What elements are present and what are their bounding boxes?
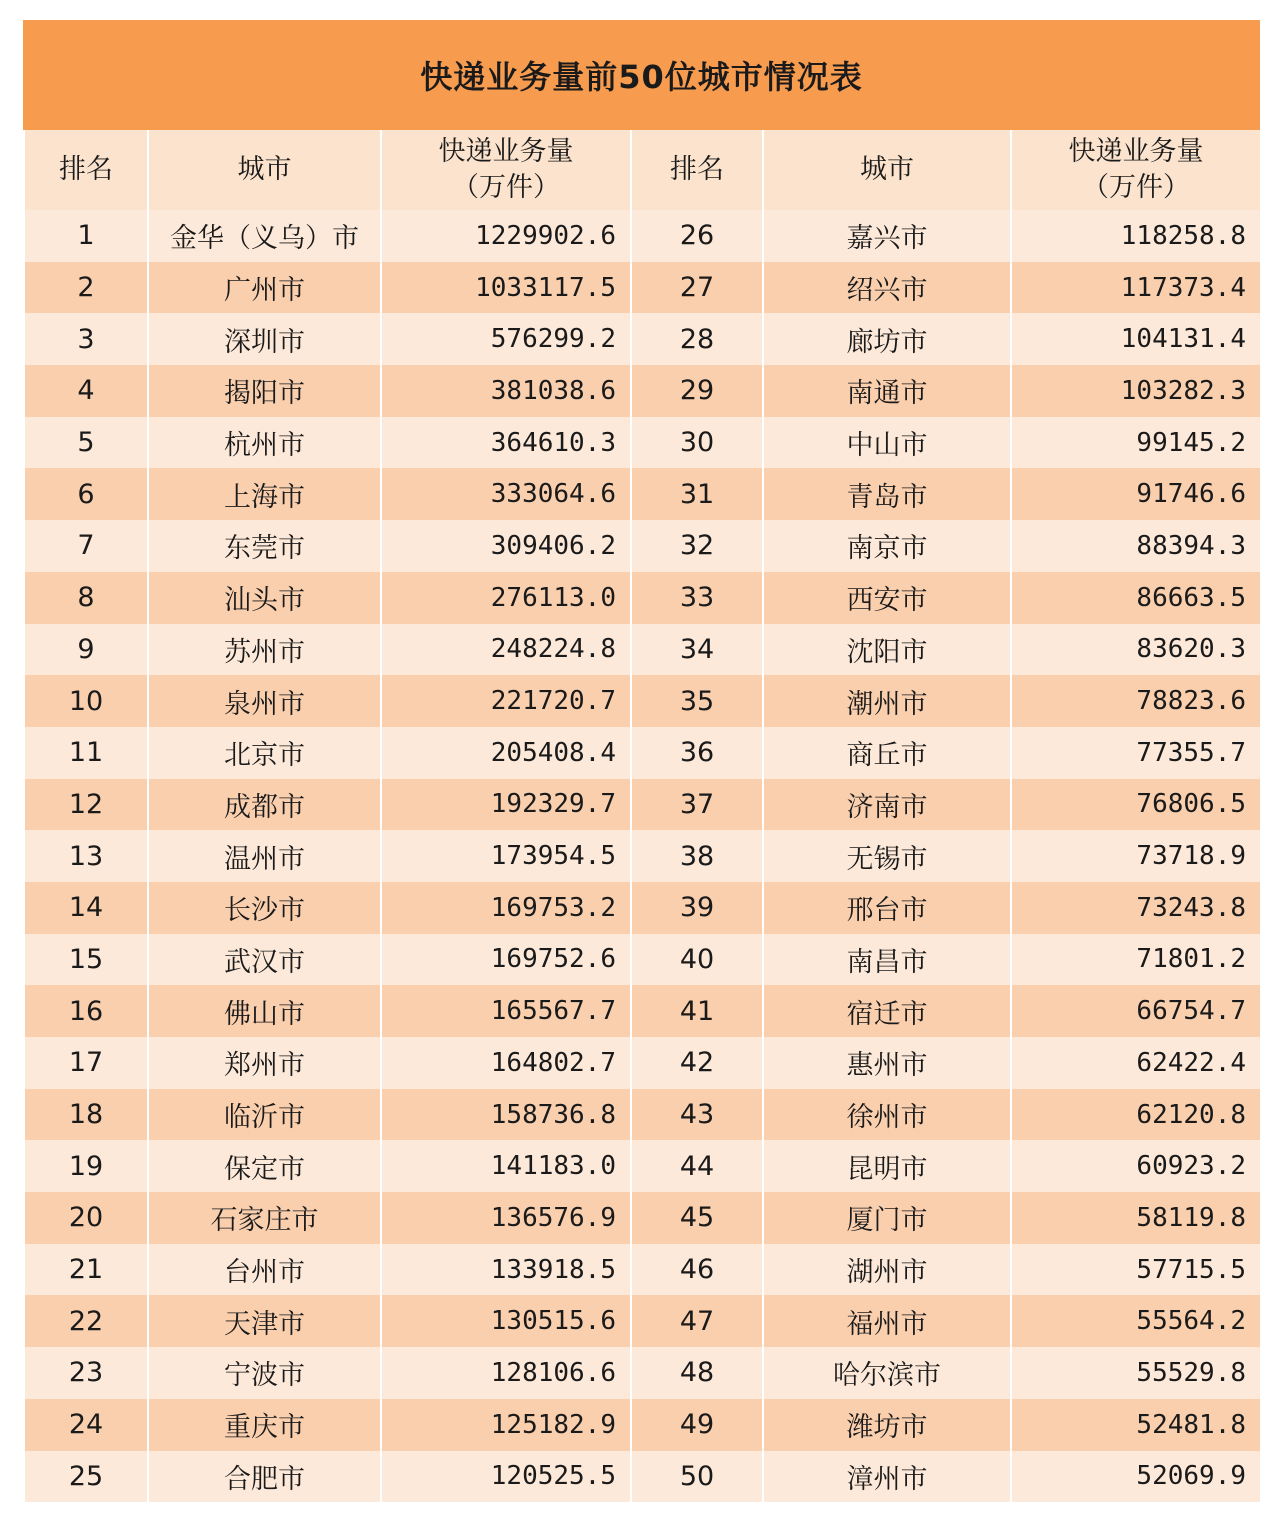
left-rank-cell: 1 bbox=[24, 210, 148, 262]
right-rank-cell: 38 bbox=[631, 830, 763, 882]
left-rank-cell: 2 bbox=[24, 262, 148, 314]
right-volume-cell: 58119.8 bbox=[1011, 1192, 1261, 1244]
left-volume-cell: 141183.0 bbox=[381, 1140, 631, 1192]
table-row bbox=[24, 985, 1261, 1037]
table-row bbox=[24, 779, 1261, 831]
left-volume-cell: 576299.2 bbox=[381, 313, 631, 365]
left-rank-cell: 9 bbox=[24, 624, 148, 676]
right-volume-cell: 52481.8 bbox=[1011, 1399, 1261, 1451]
left-rank-cell: 3 bbox=[24, 313, 148, 365]
right-city-cell: 商丘市 bbox=[763, 727, 1011, 779]
left-rank-cell: 20 bbox=[24, 1192, 148, 1244]
right-rank-cell: 29 bbox=[631, 365, 763, 417]
left-volume-cell: 165567.7 bbox=[381, 985, 631, 1037]
left-volume-cell: 120525.5 bbox=[381, 1451, 631, 1503]
left-city-cell: 汕头市 bbox=[148, 572, 381, 624]
right-rank-cell: 35 bbox=[631, 675, 763, 727]
left-rank-cell: 5 bbox=[24, 417, 148, 469]
right-rank-cell: 26 bbox=[631, 210, 763, 262]
left-volume-cell: 164802.7 bbox=[381, 1037, 631, 1089]
table-row bbox=[24, 1089, 1261, 1141]
right-city-cell: 青岛市 bbox=[763, 468, 1011, 520]
right-volume-cell: 77355.7 bbox=[1011, 727, 1261, 779]
table-row bbox=[24, 727, 1261, 779]
right-volume-cell: 83620.3 bbox=[1011, 624, 1261, 676]
right-city-cell: 宿迁市 bbox=[763, 985, 1011, 1037]
left-volume-cell: 364610.3 bbox=[381, 417, 631, 469]
right-city-cell: 湖州市 bbox=[763, 1244, 1011, 1296]
right-rank-cell: 39 bbox=[631, 882, 763, 934]
left-rank-cell: 4 bbox=[24, 365, 148, 417]
left-volume-cell: 333064.6 bbox=[381, 468, 631, 520]
header-rank-right: 排名 bbox=[631, 130, 763, 210]
left-volume-cell: 205408.4 bbox=[381, 727, 631, 779]
right-city-cell: 昆明市 bbox=[763, 1140, 1011, 1192]
left-rank-cell: 25 bbox=[24, 1451, 148, 1503]
right-rank-cell: 32 bbox=[631, 520, 763, 572]
right-volume-cell: 86663.5 bbox=[1011, 572, 1261, 624]
right-rank-cell: 45 bbox=[631, 1192, 763, 1244]
left-city-cell: 长沙市 bbox=[148, 882, 381, 934]
right-city-cell: 福州市 bbox=[763, 1295, 1011, 1347]
table-row bbox=[24, 210, 1261, 262]
right-rank-cell: 49 bbox=[631, 1399, 763, 1451]
left-volume-cell: 276113.0 bbox=[381, 572, 631, 624]
left-volume-cell: 248224.8 bbox=[381, 624, 631, 676]
left-volume-cell: 221720.7 bbox=[381, 675, 631, 727]
table-row bbox=[24, 675, 1261, 727]
left-city-cell: 台州市 bbox=[148, 1244, 381, 1296]
left-rank-cell: 21 bbox=[24, 1244, 148, 1296]
right-rank-cell: 36 bbox=[631, 727, 763, 779]
right-volume-cell: 76806.5 bbox=[1011, 779, 1261, 831]
right-city-cell: 西安市 bbox=[763, 572, 1011, 624]
right-rank-cell: 43 bbox=[631, 1089, 763, 1141]
right-volume-cell: 62120.8 bbox=[1011, 1089, 1261, 1141]
left-volume-cell: 1229902.6 bbox=[381, 210, 631, 262]
left-volume-cell: 309406.2 bbox=[381, 520, 631, 572]
table-row bbox=[24, 520, 1261, 572]
table-row bbox=[24, 934, 1261, 986]
right-volume-cell: 55564.2 bbox=[1011, 1295, 1261, 1347]
left-volume-cell: 173954.5 bbox=[381, 830, 631, 882]
right-city-cell: 中山市 bbox=[763, 417, 1011, 469]
left-city-cell: 苏州市 bbox=[148, 624, 381, 676]
right-city-cell: 无锡市 bbox=[763, 830, 1011, 882]
left-volume-cell: 128106.6 bbox=[381, 1347, 631, 1399]
left-volume-cell: 169753.2 bbox=[381, 882, 631, 934]
header-volume-label: 快递业务量 bbox=[1068, 136, 1204, 167]
right-volume-cell: 55529.8 bbox=[1011, 1347, 1261, 1399]
left-city-cell: 重庆市 bbox=[148, 1399, 381, 1451]
right-volume-cell: 118258.8 bbox=[1011, 210, 1261, 262]
left-rank-cell: 12 bbox=[24, 779, 148, 831]
table-row bbox=[24, 1244, 1261, 1296]
table-row bbox=[24, 468, 1261, 520]
right-city-cell: 济南市 bbox=[763, 779, 1011, 831]
left-city-cell: 郑州市 bbox=[148, 1037, 381, 1089]
left-rank-cell: 6 bbox=[24, 468, 148, 520]
left-city-cell: 宁波市 bbox=[148, 1347, 381, 1399]
left-city-cell: 石家庄市 bbox=[148, 1192, 381, 1244]
right-city-cell: 邢台市 bbox=[763, 882, 1011, 934]
right-volume-cell: 99145.2 bbox=[1011, 417, 1261, 469]
right-city-cell: 厦门市 bbox=[763, 1192, 1011, 1244]
left-volume-cell: 169752.6 bbox=[381, 934, 631, 986]
table-row bbox=[24, 624, 1261, 676]
right-volume-cell: 88394.3 bbox=[1011, 520, 1261, 572]
table-row bbox=[24, 365, 1261, 417]
left-city-cell: 泉州市 bbox=[148, 675, 381, 727]
left-city-cell: 保定市 bbox=[148, 1140, 381, 1192]
right-rank-cell: 42 bbox=[631, 1037, 763, 1089]
left-rank-cell: 13 bbox=[24, 830, 148, 882]
header-volume-left bbox=[381, 130, 631, 210]
table-row bbox=[24, 1399, 1261, 1451]
right-rank-cell: 31 bbox=[631, 468, 763, 520]
left-rank-cell: 17 bbox=[24, 1037, 148, 1089]
right-volume-cell: 52069.9 bbox=[1011, 1451, 1261, 1503]
left-city-cell: 东莞市 bbox=[148, 520, 381, 572]
right-rank-cell: 37 bbox=[631, 779, 763, 831]
right-rank-cell: 47 bbox=[631, 1295, 763, 1347]
table-body bbox=[24, 210, 1261, 1502]
right-city-cell: 南京市 bbox=[763, 520, 1011, 572]
right-rank-cell: 41 bbox=[631, 985, 763, 1037]
left-city-cell: 武汉市 bbox=[148, 934, 381, 986]
left-volume-cell: 133918.5 bbox=[381, 1244, 631, 1296]
left-volume-cell: 192329.7 bbox=[381, 779, 631, 831]
right-city-cell: 南通市 bbox=[763, 365, 1011, 417]
right-city-cell: 徐州市 bbox=[763, 1089, 1011, 1141]
table-row bbox=[24, 313, 1261, 365]
table-row bbox=[24, 1140, 1261, 1192]
table-row bbox=[24, 1037, 1261, 1089]
right-city-cell: 嘉兴市 bbox=[763, 210, 1011, 262]
right-city-cell: 沈阳市 bbox=[763, 624, 1011, 676]
left-rank-cell: 24 bbox=[24, 1399, 148, 1451]
left-rank-cell: 16 bbox=[24, 985, 148, 1037]
right-rank-cell: 28 bbox=[631, 313, 763, 365]
right-city-cell: 惠州市 bbox=[763, 1037, 1011, 1089]
right-volume-cell: 104131.4 bbox=[1011, 313, 1261, 365]
right-rank-cell: 48 bbox=[631, 1347, 763, 1399]
table-title: 快递业务量前50位城市情况表 bbox=[23, 20, 1260, 130]
left-rank-cell: 11 bbox=[24, 727, 148, 779]
table-row bbox=[24, 262, 1261, 314]
right-volume-cell: 117373.4 bbox=[1011, 262, 1261, 314]
table-row bbox=[24, 1192, 1261, 1244]
right-rank-cell: 27 bbox=[631, 262, 763, 314]
table-row bbox=[24, 830, 1261, 882]
left-city-cell: 深圳市 bbox=[148, 313, 381, 365]
header-volume-right bbox=[1011, 130, 1261, 210]
left-city-cell: 金华（义乌）市 bbox=[148, 210, 381, 262]
left-rank-cell: 15 bbox=[24, 934, 148, 986]
left-rank-cell: 10 bbox=[24, 675, 148, 727]
left-city-cell: 合肥市 bbox=[148, 1451, 381, 1503]
left-volume-cell: 1033117.5 bbox=[381, 262, 631, 314]
left-city-cell: 天津市 bbox=[148, 1295, 381, 1347]
header-volume-unit: （万件） bbox=[452, 172, 560, 203]
header-city-right: 城市 bbox=[763, 130, 1011, 210]
table-row bbox=[24, 1295, 1261, 1347]
left-city-cell: 揭阳市 bbox=[148, 365, 381, 417]
left-rank-cell: 22 bbox=[24, 1295, 148, 1347]
right-city-cell: 潮州市 bbox=[763, 675, 1011, 727]
right-volume-cell: 71801.2 bbox=[1011, 934, 1261, 986]
right-rank-cell: 34 bbox=[631, 624, 763, 676]
right-city-cell: 绍兴市 bbox=[763, 262, 1011, 314]
right-volume-cell: 91746.6 bbox=[1011, 468, 1261, 520]
right-rank-cell: 44 bbox=[631, 1140, 763, 1192]
left-rank-cell: 8 bbox=[24, 572, 148, 624]
header-rank-left: 排名 bbox=[24, 130, 148, 210]
header-city-left: 城市 bbox=[148, 130, 381, 210]
right-city-cell: 南昌市 bbox=[763, 934, 1011, 986]
right-volume-cell: 66754.7 bbox=[1011, 985, 1261, 1037]
left-city-cell: 临沂市 bbox=[148, 1089, 381, 1141]
left-rank-cell: 23 bbox=[24, 1347, 148, 1399]
left-city-cell: 广州市 bbox=[148, 262, 381, 314]
left-city-cell: 成都市 bbox=[148, 779, 381, 831]
header-volume-label: 快递业务量 bbox=[438, 136, 574, 167]
left-volume-cell: 125182.9 bbox=[381, 1399, 631, 1451]
table-row bbox=[24, 572, 1261, 624]
left-city-cell: 北京市 bbox=[148, 727, 381, 779]
header-row bbox=[24, 130, 1261, 210]
left-volume-cell: 136576.9 bbox=[381, 1192, 631, 1244]
left-volume-cell: 381038.6 bbox=[381, 365, 631, 417]
left-rank-cell: 14 bbox=[24, 882, 148, 934]
express-volume-table bbox=[23, 130, 1262, 1502]
left-city-cell: 佛山市 bbox=[148, 985, 381, 1037]
left-rank-cell: 19 bbox=[24, 1140, 148, 1192]
table-row bbox=[24, 882, 1261, 934]
right-volume-cell: 73718.9 bbox=[1011, 830, 1261, 882]
right-volume-cell: 78823.6 bbox=[1011, 675, 1261, 727]
right-volume-cell: 62422.4 bbox=[1011, 1037, 1261, 1089]
right-rank-cell: 40 bbox=[631, 934, 763, 986]
right-rank-cell: 30 bbox=[631, 417, 763, 469]
left-rank-cell: 18 bbox=[24, 1089, 148, 1141]
right-volume-cell: 60923.2 bbox=[1011, 1140, 1261, 1192]
right-city-cell: 漳州市 bbox=[763, 1451, 1011, 1503]
right-volume-cell: 57715.5 bbox=[1011, 1244, 1261, 1296]
right-rank-cell: 46 bbox=[631, 1244, 763, 1296]
left-city-cell: 温州市 bbox=[148, 830, 381, 882]
left-rank-cell: 7 bbox=[24, 520, 148, 572]
right-rank-cell: 33 bbox=[631, 572, 763, 624]
left-city-cell: 杭州市 bbox=[148, 417, 381, 469]
left-city-cell: 上海市 bbox=[148, 468, 381, 520]
express-volume-table-sheet bbox=[23, 20, 1260, 1502]
table-row bbox=[24, 417, 1261, 469]
right-rank-cell: 50 bbox=[631, 1451, 763, 1503]
right-volume-cell: 73243.8 bbox=[1011, 882, 1261, 934]
header-volume-unit: （万件） bbox=[1082, 172, 1190, 203]
right-city-cell: 哈尔滨市 bbox=[763, 1347, 1011, 1399]
left-volume-cell: 130515.6 bbox=[381, 1295, 631, 1347]
table-row bbox=[24, 1451, 1261, 1503]
right-volume-cell: 103282.3 bbox=[1011, 365, 1261, 417]
table-row bbox=[24, 1347, 1261, 1399]
right-city-cell: 廊坊市 bbox=[763, 313, 1011, 365]
left-volume-cell: 158736.8 bbox=[381, 1089, 631, 1141]
right-city-cell: 潍坊市 bbox=[763, 1399, 1011, 1451]
